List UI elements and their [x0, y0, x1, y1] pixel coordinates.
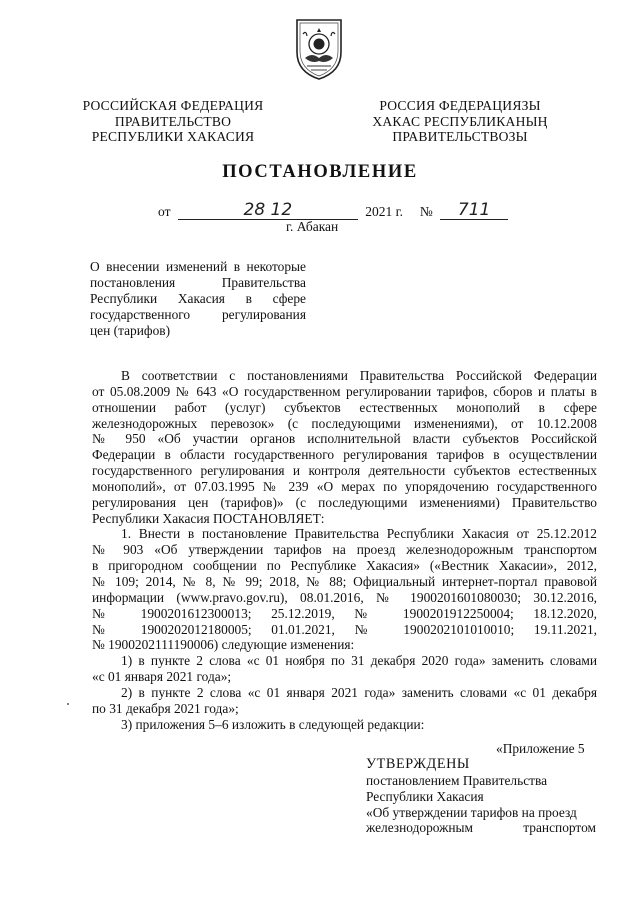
header-right-line: ХАКАС РЕСПУБЛИКАНЫҢ	[372, 113, 548, 129]
body-line: 1) в пункте 2 слова «с 01 ноября по 31 декабря 2020 года» заменить словами	[121, 653, 597, 669]
header-left-line: ПРАВИТЕЛЬСТВО	[114, 113, 232, 129]
header-right-line: ПРАВИТЕЛЬСТВОЗЫ	[392, 129, 528, 144]
document-subject	[90, 259, 306, 339]
body-line: Федерации в области государственного регулирования тарифов в осуществлении	[92, 447, 597, 463]
approval-line: Республики Хакасия	[366, 788, 484, 804]
body-line: 3) приложения 5–6 изложить в следующей редакции:	[121, 716, 425, 732]
body-line: регулирования цен (тарифов)» (с последующими изменениями) Правительство	[92, 494, 597, 510]
approval-block	[366, 757, 596, 836]
approval-line: «Об утверждении тарифов на проезд	[366, 804, 577, 820]
body-line: железнодорожных перевозок» (с последующими изменениями), от 10.12.2008	[92, 415, 597, 431]
subject-line: О внесении изменений в некоторые	[90, 259, 306, 274]
body-line: № 109; 2014, № 8, № 99; 2018, № 88; Официальный интернет-портал правовой	[92, 573, 597, 589]
subject-line: постановления Правительства	[90, 274, 306, 290]
body-line: 2) в пункте 2 слова «с 01 января 2021 года» заменить словами «с 01 декабря	[121, 684, 597, 700]
date-from-label: от	[158, 204, 171, 219]
body-line: государственного регулирования и контроля деятельности субъектов естественных	[92, 463, 597, 479]
city-line: г. Абакан	[286, 219, 339, 234]
body-line: В соответствии с постановлениями Правительства Российской Федерации	[121, 368, 597, 383]
body-line: Республики Хакасия ПОСТАНОВЛЯЕТ:	[92, 510, 325, 526]
body-line: по 31 декабря 2021 года»;	[92, 700, 239, 716]
header-right-block	[360, 98, 560, 145]
subject-line: Республики Хакасия в сфере	[90, 290, 306, 306]
document-body	[92, 368, 597, 732]
subject-line: цен (тарифов)	[90, 322, 171, 338]
body-line: от 05.08.2009 № 643 «О государственном регулировании тарифов, сборов и платы в	[92, 383, 597, 399]
date-number-line	[158, 200, 508, 220]
date-year: 2021 г.	[365, 204, 403, 219]
body-line: в пригородном сообщении по Республике Хакасия» («Вестник Хакасии», 2012,	[92, 558, 597, 574]
subject-line: государственного регулирования	[90, 306, 306, 322]
header-left-line: РОССИЙСКАЯ ФЕДЕРАЦИЯ	[82, 98, 264, 113]
handwritten-number: 711	[440, 203, 508, 220]
body-line: № 1900202012180005; 01.01.2021, № 1900202101010010; 19.11.2021,	[92, 621, 597, 637]
body-line: № 950 «Об участии органов исполнительной власти субъектов Российской	[92, 431, 597, 447]
approved-heading: УТВЕРЖДЕНЫ	[366, 756, 470, 772]
body-line: № 1900201612300013; 25.12.2019, № 1900201912250004; 18.12.2020,	[92, 605, 597, 621]
coat-of-arms-emblem	[293, 16, 345, 82]
header-left-block	[78, 98, 268, 145]
body-line: отношении работ (услуг) субъектов естественных монополий в сфере	[92, 399, 597, 415]
body-line: № 903 «Об утверждении тарифов на проезд железнодорожным транспортом	[92, 542, 597, 558]
document-title: ПОСТАНОВЛЕНИЕ	[222, 162, 418, 182]
appendix-reference: «Приложение 5	[496, 741, 585, 756]
header-left-line: РЕСПУБЛИКИ ХАКАСИЯ	[91, 129, 255, 144]
approval-line: железнодорожным транспортом	[366, 820, 596, 836]
body-line: «с 01 января 2021 года»;	[92, 669, 232, 685]
scan-speck	[67, 703, 69, 705]
body-line: информации (www.pravo.gov.ru), 08.01.2016, № 1900201601080030; 30.12.2016,	[92, 589, 597, 605]
body-line: № 1900202111190006) следующие изменения:	[92, 637, 355, 653]
header-right-line: РОССИЯ ФЕДЕРАЦИЯЗЫ	[379, 98, 541, 113]
body-line: 1. Внести в постановление Правительства Республики Хакасия от 25.12.2012	[121, 526, 597, 542]
handwritten-date: 28 12	[178, 203, 358, 220]
body-line: монополий», от 07.03.1995 № 239 «О мерах по упорядочению государственного	[92, 478, 597, 494]
number-label: №	[419, 204, 433, 219]
approval-line: постановлением Правительства	[366, 772, 548, 788]
